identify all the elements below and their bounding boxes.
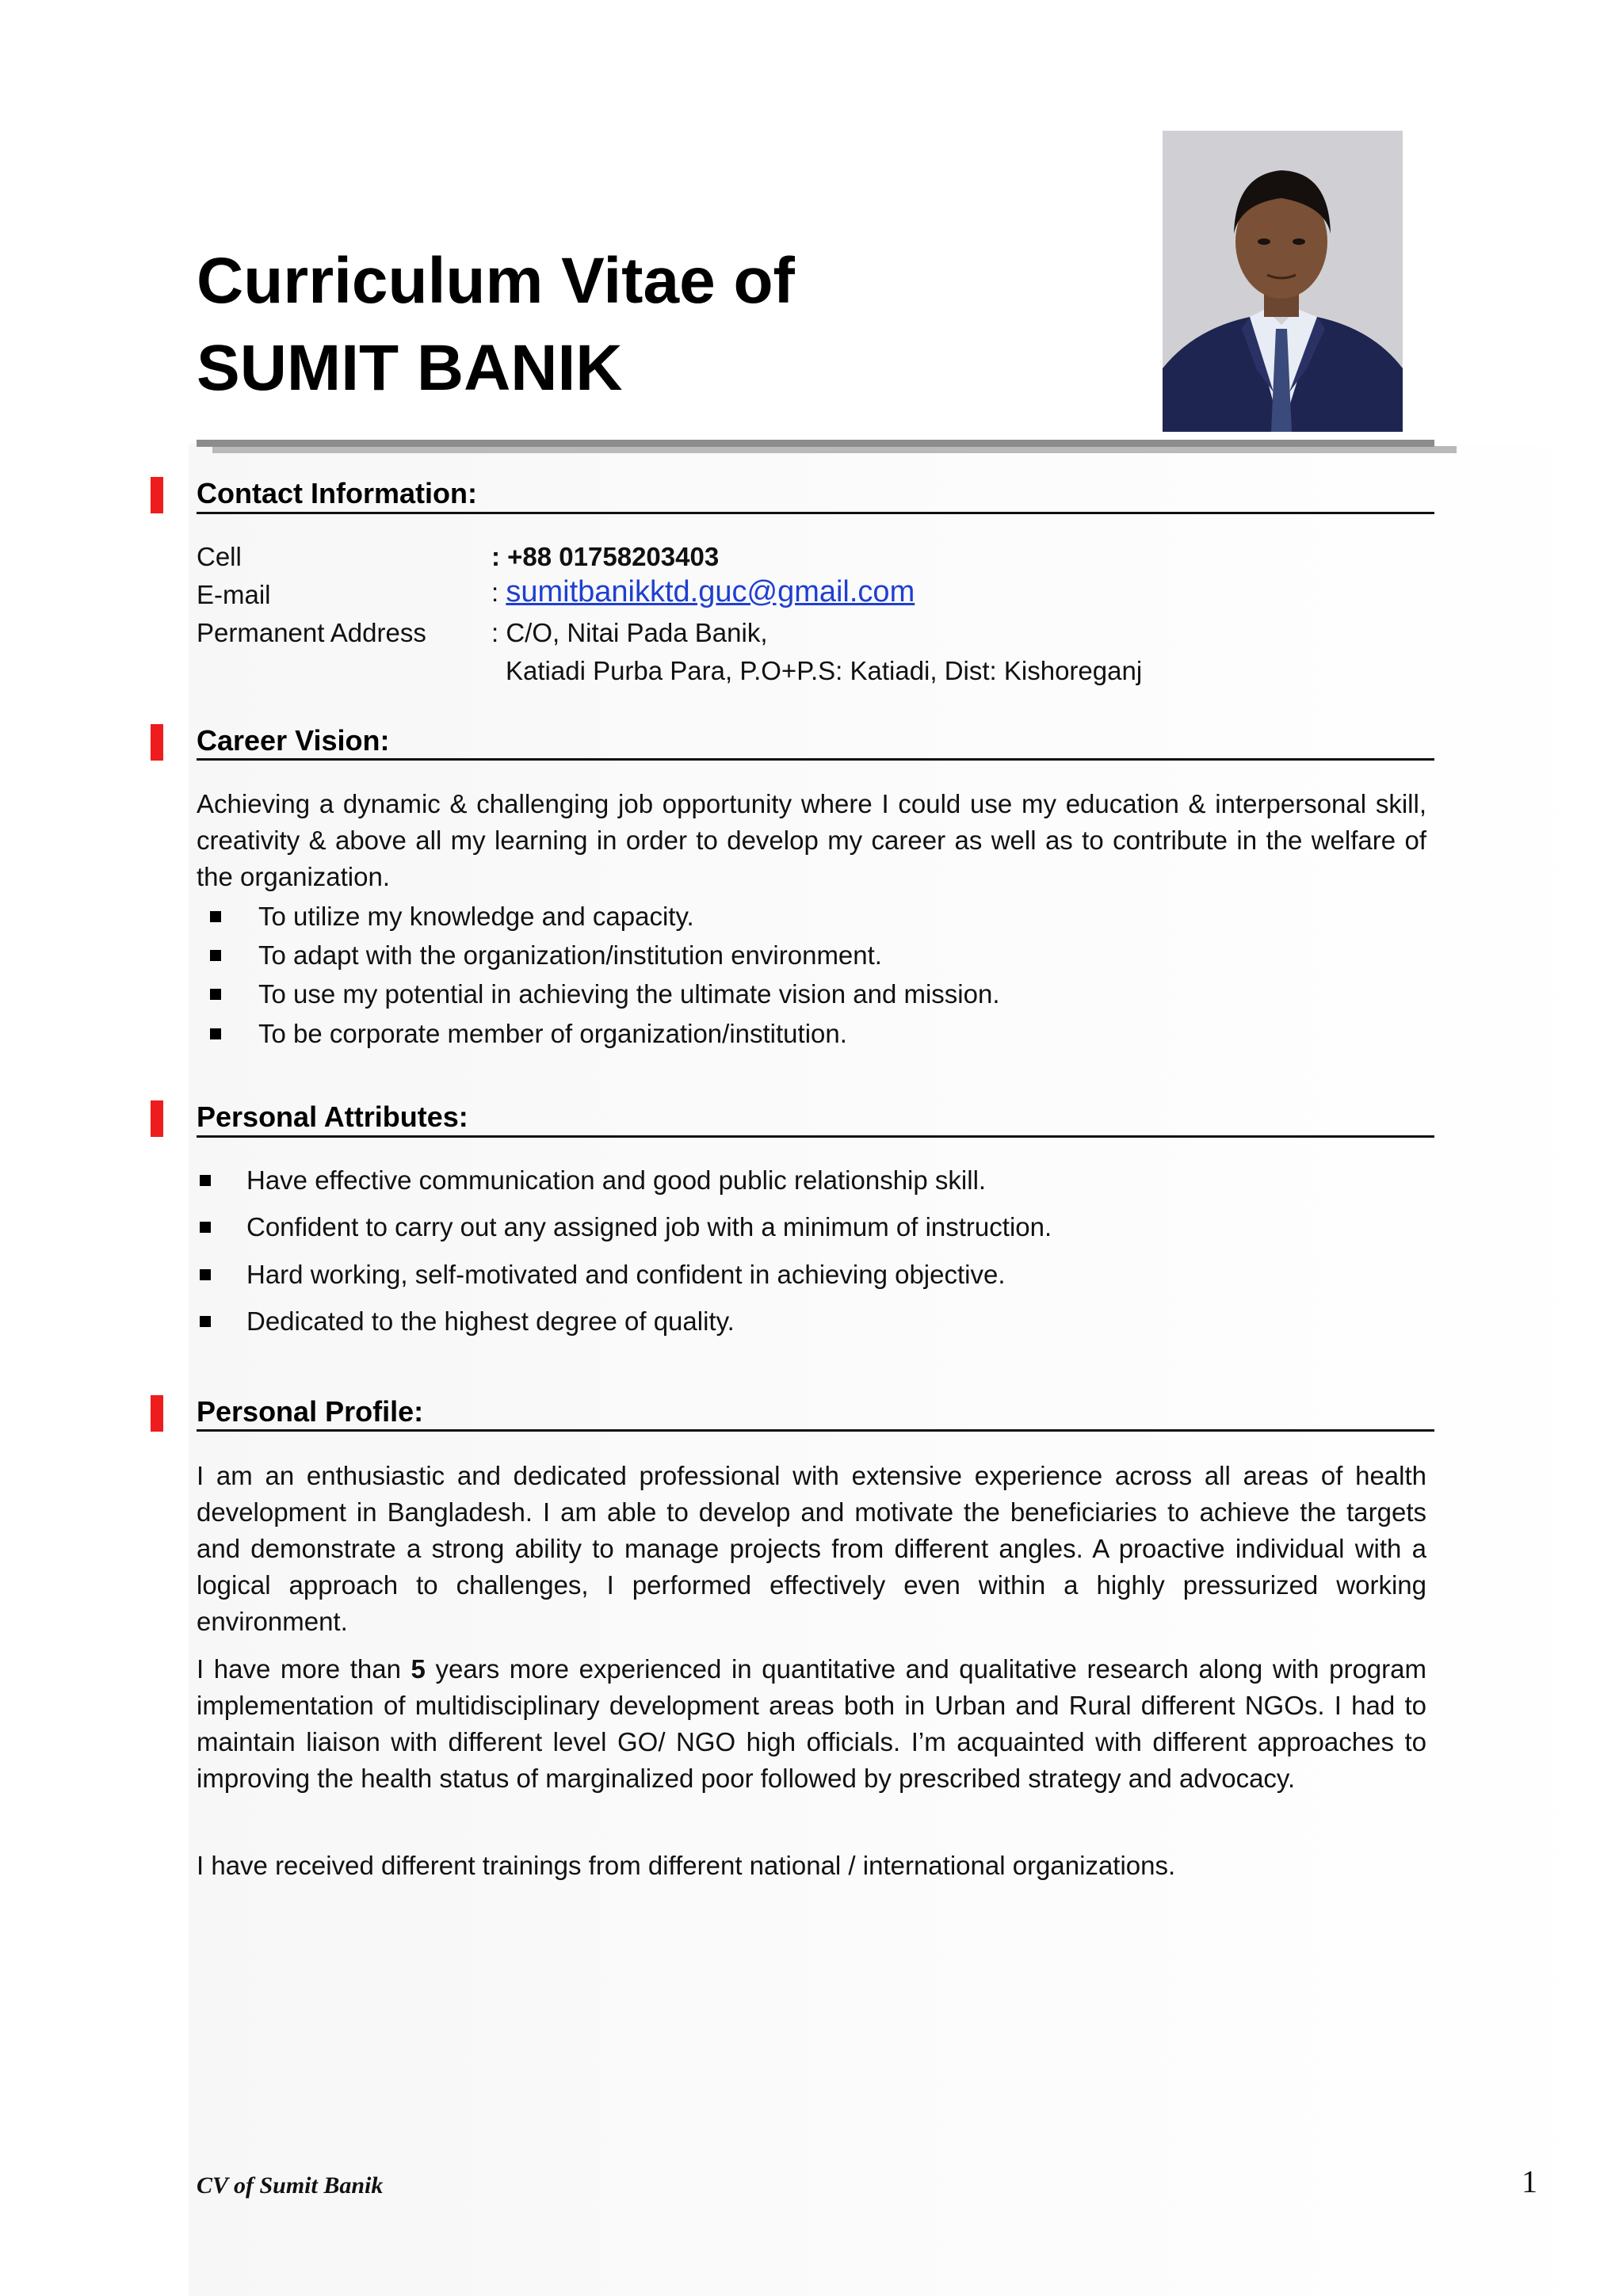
profile-paragraph-2 — [197, 1651, 1426, 1797]
section-rule-career — [197, 758, 1434, 761]
email-label: E-mail — [197, 580, 271, 609]
page-number: 1 — [1522, 2164, 1537, 2199]
footer-title: CV of Sumit Banik — [197, 2172, 384, 2199]
profile-paragraph-2-rest: years more experienced in quantitative and qualitative research along with program implementation of multidisciplinary development areas both in Urban and Rural different NGOs. I had to maintain liaison with different level GO/ NGO high officials. I’m acquainted with different approaches to improving the health status of marginalized poor followed by prescribed strategy and advocacy. — [197, 1654, 1426, 1793]
experience-years: 5 — [411, 1654, 426, 1684]
bullet-icon — [210, 911, 221, 922]
profile-photo — [1163, 131, 1403, 432]
career-bullet-4: To be corporate member of organization/institution. — [258, 1019, 847, 1048]
email-link[interactable]: sumitbanikktd.guc@gmail.com — [506, 575, 915, 608]
bullet-icon — [200, 1175, 211, 1186]
address-line-2: Katiadi Purba Para, P.O+P.S: Katiadi, Dist: Kishoreganj — [506, 656, 1143, 685]
page-background — [189, 444, 1623, 2296]
attribute-bullet-1: Have effective communication and good public relationship skill. — [246, 1165, 987, 1195]
cell-label: Cell — [197, 542, 242, 571]
bullet-icon — [200, 1316, 211, 1327]
section-title-contact: Contact Information: — [197, 477, 477, 509]
attribute-bullet-4: Dedicated to the highest degree of quality. — [246, 1306, 735, 1336]
title-line-1: Curriculum Vitae of — [197, 245, 795, 317]
cell-value: : +88 01758203403 — [491, 542, 720, 571]
bullet-icon — [200, 1222, 211, 1233]
career-paragraph: Achieving a dynamic & challenging job opportunity where I could use my education & interpersonal skill, creativity & above all my learning in order to develop my career as well as to contribute in the welfare of the organization. — [197, 789, 1426, 891]
attribute-bullet-3: Hard working, self-motivated and confident in achieving objective. — [246, 1260, 1006, 1289]
section-marker-career — [151, 724, 163, 761]
career-bullet-2: To adapt with the organization/institution environment. — [258, 940, 882, 970]
section-title-profile: Personal Profile: — [197, 1395, 424, 1428]
header-rule — [197, 440, 1434, 447]
section-title-career: Career Vision: — [197, 724, 390, 757]
section-marker-contact — [151, 477, 163, 513]
profile-paragraph-1: I am an enthusiastic and dedicated professional with extensive experience across all areas of health development in Bangladesh. I am able to develop and motivate the beneficiaries to achieve the targets and demonstrate a strong ability to manage projects from different angles. A proactive individual with a logical approach to challenges, I performed effectively even within a highly pressurized working environment. — [197, 1461, 1426, 1636]
bullet-icon — [210, 989, 221, 1000]
page-title — [197, 238, 795, 412]
title-line-2: SUMIT BANIK — [197, 332, 623, 404]
address-label: Permanent Address — [197, 618, 426, 647]
bullet-icon — [200, 1269, 211, 1280]
section-title-attributes: Personal Attributes: — [197, 1100, 468, 1133]
section-rule-profile — [197, 1429, 1434, 1432]
career-bullet-3: To use my potential in achieving the ultimate vision and mission. — [258, 979, 1000, 1009]
profile-paragraph-2-start: I have more than — [197, 1654, 411, 1684]
email-value-row — [491, 574, 915, 611]
address-line-1: : C/O, Nitai Pada Banik, — [491, 618, 768, 647]
attribute-bullet-2: Confident to carry out any assigned job with a minimum of instruction. — [246, 1212, 1052, 1241]
bullet-icon — [210, 950, 221, 961]
profile-paragraph-3: I have received different trainings from different national / international organizations. — [197, 1851, 1176, 1880]
section-marker-attributes — [151, 1100, 163, 1137]
bullet-icon — [210, 1028, 221, 1039]
email-prefix: : — [491, 578, 506, 607]
section-rule-contact — [197, 512, 1434, 514]
header-rule-shadow — [212, 446, 1457, 453]
section-rule-attributes — [197, 1135, 1434, 1138]
section-marker-profile — [151, 1395, 163, 1432]
career-bullet-1: To utilize my knowledge and capacity. — [258, 902, 694, 931]
